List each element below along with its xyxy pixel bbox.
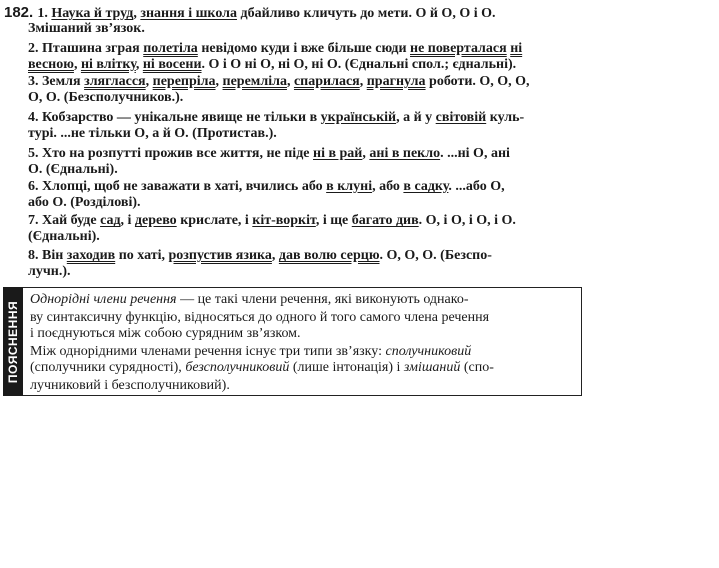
text-segment: лучниковий і безсполучниковий).: [30, 378, 230, 393]
exercise-line: [28, 179, 505, 195]
exercise-line: [28, 146, 510, 162]
double-underlined-predicate: ні влітку: [80, 57, 136, 72]
text-segment: 1.: [37, 6, 52, 21]
underlined-member: сад: [100, 213, 121, 228]
side-label-text: ПОЯСНЕННЯ: [6, 300, 20, 383]
text-segment: 6. Хлопці, щоб не заважати в хаті, вчились або: [28, 179, 327, 194]
text-segment: — це такі члени речення, які виконують однако-: [176, 292, 469, 307]
text-segment: або О. (Розділові).: [28, 195, 141, 210]
exercise-line: [4, 5, 496, 22]
explanation-line: [30, 360, 494, 376]
text-segment: 4. Кобзарство — унікальне явище не тільки в: [28, 110, 321, 125]
text-segment: , і: [120, 213, 135, 228]
explanation-line: [30, 292, 469, 308]
explanation-line: [30, 344, 471, 360]
double-underlined-predicate: злягласся: [84, 74, 146, 89]
double-underlined-predicate: ні восени: [142, 57, 202, 72]
underlined-member: ні в рай: [313, 146, 363, 161]
underlined-member: кіт-воркіт: [252, 213, 316, 228]
text-segment: ву синтаксичну функцію, відносяться до одного й того самого члена речення: [30, 310, 490, 325]
text-segment: 8. Він: [28, 248, 67, 263]
double-underlined-predicate: ні: [510, 41, 523, 56]
italic-term: безсполучниковий: [185, 360, 290, 375]
explanation-line: [30, 326, 301, 342]
text-segment: (спо-: [460, 360, 494, 375]
text-segment: ,: [135, 57, 143, 72]
text-segment: , або: [372, 179, 404, 194]
text-segment: ,: [359, 74, 367, 89]
text-segment: лучн.).: [28, 264, 71, 279]
text-segment: 2. Пташина зграя: [28, 41, 144, 56]
exercise-line: [28, 57, 516, 73]
text-segment: по хаті,: [115, 248, 169, 263]
exercise-line: [28, 126, 277, 142]
text-segment: ,: [362, 146, 370, 161]
exercise-line: [28, 90, 183, 106]
text-segment: ,: [215, 74, 223, 89]
text-segment: О, О. (Безсполучников.).: [28, 90, 184, 105]
text-segment: 3. Земля: [28, 74, 85, 89]
underlined-member: багато див: [351, 213, 419, 228]
text-segment: Змішаний зв’язок.: [28, 21, 145, 36]
exercise-line: [28, 264, 70, 280]
text-segment: куль-: [486, 110, 525, 125]
underlined-member: світовій: [435, 110, 487, 125]
italic-term: сполучниковий: [385, 344, 472, 359]
underlined-member: ані в пекло: [369, 146, 441, 161]
text-segment: . ...або О,: [448, 179, 505, 194]
text-segment: О. (Єднальні).: [28, 162, 118, 177]
exercise-line: [28, 213, 516, 229]
double-underlined-predicate: весною: [28, 57, 74, 72]
exercise-line: [28, 21, 145, 37]
exercise-line: [28, 162, 118, 178]
text-segment: ,: [145, 74, 153, 89]
exercise-line: [28, 195, 141, 211]
double-underlined-predicate: спарилася: [293, 74, 360, 89]
exercise-line: [28, 41, 522, 57]
exercise-line: [28, 74, 530, 90]
underlined-member: в садку: [403, 179, 449, 194]
text-segment: ,: [271, 248, 279, 263]
text-segment: . О, О, О. (Безспо-: [379, 248, 492, 263]
double-underlined-predicate: прагнула: [366, 74, 426, 89]
explanation-side-label: [3, 287, 23, 396]
underlined-member: знання і школа: [140, 6, 237, 21]
text-segment: роботи. О, О, О,: [425, 74, 530, 89]
text-segment: дбайливо кличуть до мети. О й О, О і О.: [237, 6, 496, 21]
italic-term: змішаний: [403, 360, 461, 375]
double-underlined-predicate: перемліла: [222, 74, 287, 89]
text-segment: , а й у: [396, 110, 436, 125]
text-segment: . О, і О, і О, і О.: [418, 213, 516, 228]
text-segment: турі. ...не тільки О, а й О. (Протистав.).: [28, 126, 277, 141]
double-underlined-predicate: заходив: [66, 248, 116, 263]
underlined-member: Наука й труд: [51, 6, 134, 21]
text-segment: (сполучники сурядності),: [30, 360, 186, 375]
double-underlined-predicate: не поверталася: [410, 41, 507, 56]
text-segment: , і ще: [315, 213, 352, 228]
text-segment: ,: [133, 6, 141, 21]
exercise-line: [28, 248, 492, 264]
double-underlined-predicate: дав волю серцю: [278, 248, 380, 263]
text-segment: Між однорідними членами речення існує три типи зв’язку:: [30, 344, 386, 359]
text-segment: крислате, і: [176, 213, 253, 228]
text-segment: 5. Хто на розпутті прожив все життя, не піде: [28, 146, 313, 161]
text-segment: . О і О ні О, ні О, ні О. (Єднальні спол.; єднальні).: [201, 57, 517, 72]
text-segment: (лише інтонація) і: [289, 360, 404, 375]
text-segment: і поєднуються між собою сурядним зв’язком.: [30, 326, 301, 341]
text-segment: ,: [286, 74, 294, 89]
double-underlined-predicate: перепріла: [152, 74, 216, 89]
explanation-line: [30, 378, 230, 394]
text-segment: 7. Хай буде: [28, 213, 101, 228]
exercise-line: [28, 229, 100, 245]
text-segment: невідомо куди і вже більше сюди: [197, 41, 411, 56]
explanation-line: [30, 310, 489, 326]
underlined-member: дерево: [134, 213, 177, 228]
text-segment: ,: [73, 57, 81, 72]
underlined-member: українській: [320, 110, 397, 125]
text-segment: . ...ні О, ані: [440, 146, 510, 161]
double-underlined-predicate: розпустив язика: [168, 248, 272, 263]
exercise-number: 182.: [4, 4, 38, 21]
exercise-line: [28, 110, 524, 126]
double-underlined-predicate: полетіла: [143, 41, 198, 56]
italic-term: Однорідні члени речення: [30, 292, 177, 307]
underlined-member: в клуні: [326, 179, 373, 194]
text-segment: (Єднальні).: [28, 229, 100, 244]
